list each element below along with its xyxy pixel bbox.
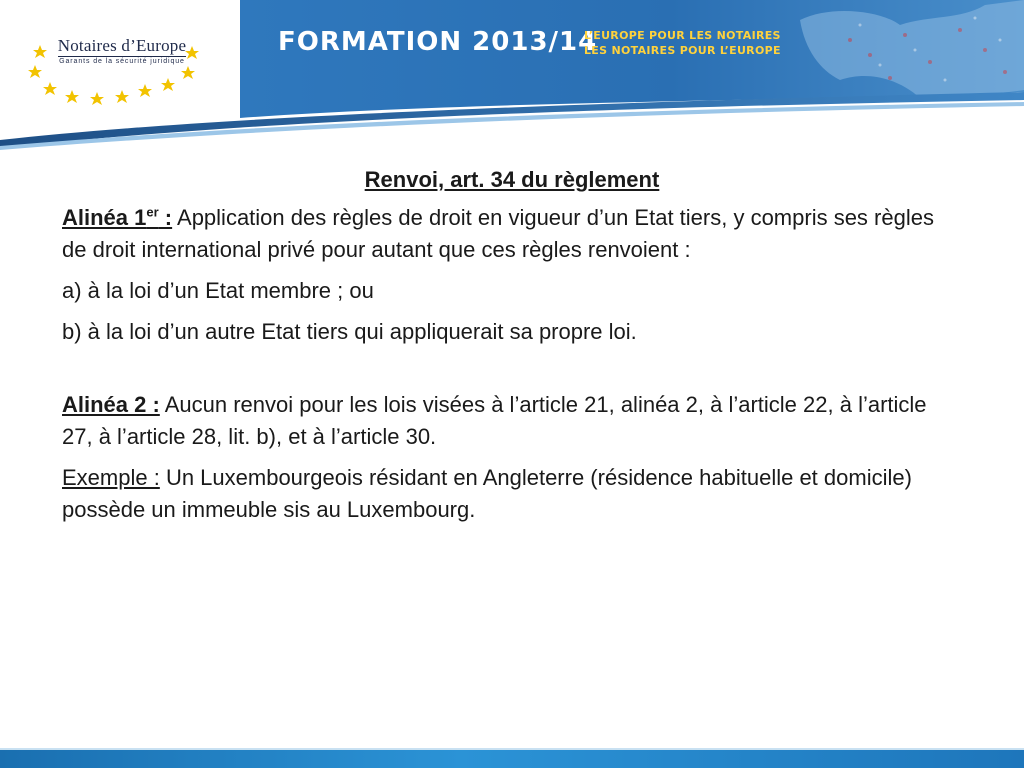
star-circle-icon — [0, 0, 240, 118]
alinea-1-label-text: Alinéa 1 — [62, 205, 147, 230]
spacer — [62, 357, 962, 389]
slide-body — [62, 160, 962, 535]
example-text: Un Luxembourgeois résidant en Angleterre (résidence habituelle et domicile) possède un immeuble sis au Luxembourg. — [62, 465, 912, 522]
slide-heading: Renvoi, art. 34 du règlement — [364, 167, 660, 192]
paragraph-alinea-2 — [62, 389, 962, 453]
paragraph-example — [62, 462, 962, 526]
banner-tagline-line-2: LES NOTAIRES POUR L’EUROPE — [584, 44, 781, 57]
header-banner — [0, 0, 1024, 150]
alinea-2-label: Alinéa 2 : — [62, 392, 160, 417]
banner-tagline — [584, 28, 781, 58]
alinea-1-label — [62, 205, 172, 230]
footer-bar — [0, 750, 1024, 768]
list-item-a: a) à la loi d’un Etat membre ; ou — [62, 278, 374, 303]
banner-tagline-line-1: L’EUROPE POUR LES NOTAIRES — [584, 29, 781, 42]
notaires-europe-logo — [0, 0, 240, 118]
alinea-1-label-sup: er — [146, 204, 159, 220]
alinea-1-label-suffix: : — [158, 205, 173, 230]
alinea-2-text: Aucun renvoi pour les lois visées à l’article 21, alinéa 2, à l’article 22, à l’article 27, à l’article 28, lit. b), et à l’article 30. — [62, 392, 927, 449]
logo-name: Notaires d’Europe — [57, 36, 187, 55]
example-label: Exemple : — [62, 465, 160, 490]
list-item-b: b) à la loi d’un autre Etat tiers qui appliquerait sa propre loi. — [62, 319, 637, 344]
alinea-1-text: Application des règles de droit en vigueur d’un Etat tiers, y compris ses règles de droit international privé pour autant que ces règles renvoient : — [62, 205, 934, 262]
paragraph-alinea-1 — [62, 202, 962, 266]
banner-title: FORMATION 2013/14 — [278, 27, 598, 57]
logo-tagline: Garants de la sécurité juridique — [59, 58, 185, 65]
